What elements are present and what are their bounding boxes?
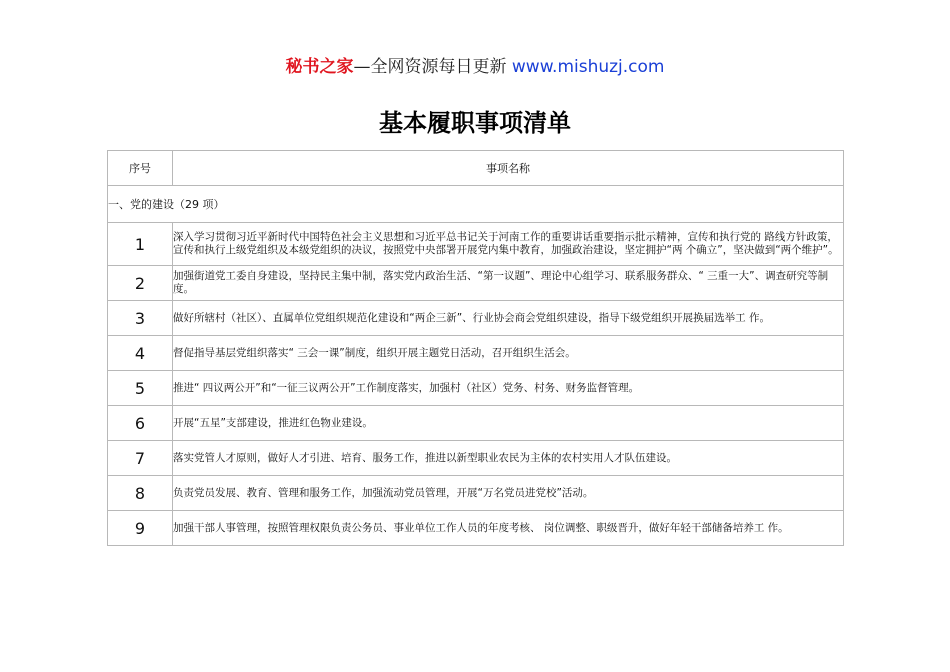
row-text: 督促指导基层党组织落实“ 三会一课”制度，组织开展主题党日活动，召开组织生活会。 (173, 336, 844, 371)
row-number: 8 (108, 476, 173, 511)
site-banner (0, 56, 950, 78)
table-row (108, 223, 844, 266)
document-title: 基本履职事项清单 (379, 109, 571, 137)
table-header-row (108, 151, 844, 186)
section-row (108, 186, 844, 223)
site-url[interactable]: www.mishuzj.com (511, 57, 665, 77)
row-text: 推进“ 四议两公开”和“一征三议两公开”工作制度落实，加强村（社区）党务、村务、财务监督管理。 (173, 371, 844, 406)
row-number: 4 (108, 336, 173, 371)
section-party-building: 一、党的建设（29 项） (108, 186, 844, 223)
table-row (108, 406, 844, 441)
table-row (108, 476, 844, 511)
row-number: 7 (108, 441, 173, 476)
table-row (108, 336, 844, 371)
row-text: 落实党管人才原则，做好人才引进、培育、服务工作，推进以新型职业农民为主体的农村实用人才队伍建设。 (173, 441, 844, 476)
row-text: 加强街道党工委自身建设，坚持民主集中制，落实党内政治生活、“第一议题”、理论中心组学习、联系服务群众、“ 三重一大”、调查研究等制度。 (173, 266, 844, 301)
row-number: 1 (108, 223, 173, 266)
header-item-name: 事项名称 (173, 151, 844, 186)
table-row (108, 441, 844, 476)
brand-name: 秘书之家 (285, 57, 354, 77)
header-serial-number: 序号 (108, 151, 173, 186)
row-number: 9 (108, 511, 173, 546)
row-text: 加强干部人事管理，按照管理权限负责公务员、事业单位工作人员的年度考核、 岗位调整、职级晋升，做好年轻干部储备培养工 作。 (173, 511, 844, 546)
table-row (108, 371, 844, 406)
duty-items-table (107, 150, 844, 546)
table-row (108, 511, 844, 546)
row-text: 深入学习贯彻习近平新时代中国特色社会主义思想和习近平总书记关于河南工作的重要讲话重要指示批示精神，宣传和执行党的 路线方针政策，宣传和执行上级党组织及本级党组织的决议，按照党中央部署开展党内集中教育，加强政治建设，坚定拥护“两 个确立”，坚决做到“两个维护”。 (173, 223, 844, 266)
row-text: 开展“五星”支部建设，推进红色物业建设。 (173, 406, 844, 441)
row-text: 负责党员发展、教育、管理和服务工作，加强流动党员管理，开展“万名党员进党校”活动。 (173, 476, 844, 511)
row-number: 2 (108, 266, 173, 301)
row-number: 3 (108, 301, 173, 336)
table-row (108, 266, 844, 301)
row-number: 6 (108, 406, 173, 441)
row-text: 做好所辖村（社区）、直属单位党组织规范化建设和“两企三新”、行业协会商会党组织建设，指导下级党组织开展换届选举工 作。 (173, 301, 844, 336)
row-number: 5 (108, 371, 173, 406)
banner-tagline: —全网资源每日更新 (353, 57, 512, 77)
table-row (108, 301, 844, 336)
